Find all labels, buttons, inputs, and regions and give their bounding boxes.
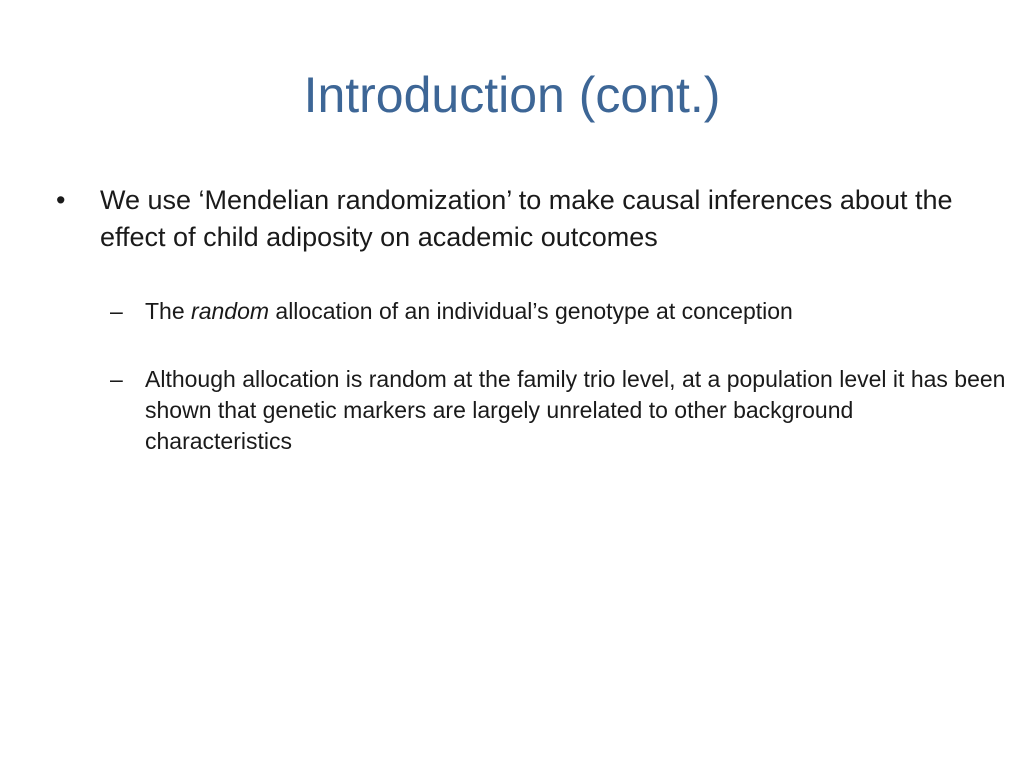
sub-bullet-emphasis: random — [191, 298, 270, 324]
sub-bullet-suffix: allocation of an individual’s genotype at conception — [275, 298, 793, 324]
sub-bullet-prefix: The — [145, 298, 185, 324]
dash-marker: – — [110, 366, 123, 392]
slide-title: Introduction (cont.) — [303, 67, 721, 123]
dash-marker: – — [110, 298, 123, 324]
sub-bullet-list — [110, 296, 1006, 457]
sub-bullet-text: Although allocation is random at the family trio level, at a population level it has been shown that genetic markers are largely unrelated to other background characteristics — [145, 366, 1006, 454]
bullet-item — [56, 182, 1006, 256]
slide-content — [56, 182, 1006, 494]
sub-bullet-item — [110, 364, 1006, 457]
sub-bullet-item — [110, 296, 1006, 327]
bullet-marker: • — [56, 185, 66, 215]
bullet-text: We use ‘Mendelian randomization’ to make causal inferences about the effect of child adiposity on academic outcomes — [100, 185, 953, 252]
